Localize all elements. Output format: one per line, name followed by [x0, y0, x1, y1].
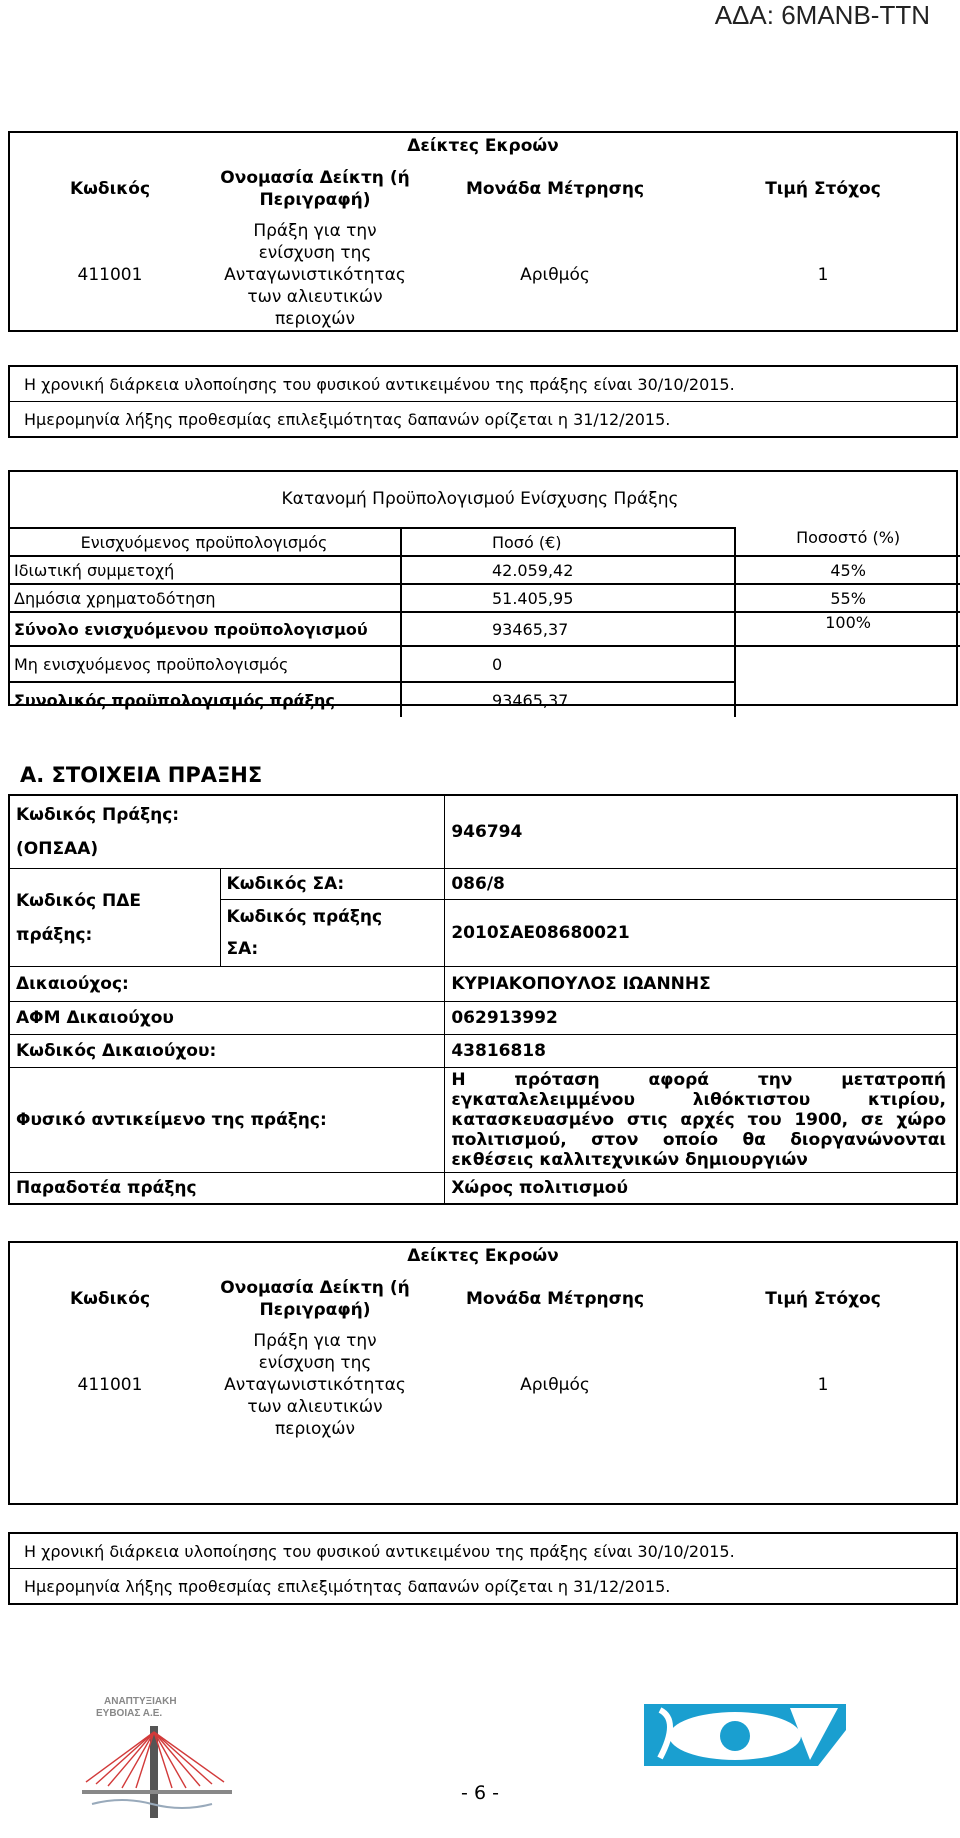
duration-note: Η χρονική διάρκεια υλοποίησης του φυσικού αντικειμένου της πράξης είναι 30/10/2015.	[9, 1533, 957, 1569]
col-unit: Μονάδα Μέτρησης	[465, 1289, 645, 1309]
col-target: Τιμή Στόχος	[765, 179, 881, 199]
sa-value: 086/8	[445, 869, 957, 900]
logo-text-line2: ΕΥΒΟΙΑΣ Α.Ε.	[96, 1708, 163, 1719]
beneficiary-label: Δικαιούχος:	[9, 967, 445, 1002]
duration-note: Η χρονική διάρκεια υλοποίησης του φυσικού αντικειμένου της πράξης είναι 30/10/2015.	[9, 366, 957, 402]
budget-header-label: Ενισχυόμενος προϋπολογισμός	[8, 528, 401, 556]
col-code: Κωδικός	[69, 1289, 151, 1309]
budget-subtotal-amount: 93465,37	[401, 612, 735, 646]
dates-note-bottom	[8, 1532, 958, 1605]
indicator-code: 411001	[77, 1375, 143, 1395]
budget-row-amount: 51.405,95	[401, 584, 735, 612]
beneficiary-code-value: 43816818	[445, 1035, 957, 1068]
dates-note-top	[8, 365, 958, 438]
col-name: Ονομασία Δείκτη (ή Περιγραφή)	[220, 168, 410, 210]
col-code: Κωδικός	[69, 179, 151, 199]
budget-nonsub-amount: 0	[401, 646, 735, 682]
indicators-title: Δείκτες Εκροών	[407, 135, 559, 156]
deliverables-label: Παραδοτέα πράξης	[9, 1173, 445, 1205]
budget-header-amount: Ποσό (€)	[401, 528, 735, 556]
indicator-target: 1	[817, 1375, 829, 1395]
beneficiary-code-label: Κωδικός Δικαιούχου:	[9, 1035, 445, 1068]
indicator-unit: Αριθμός	[520, 265, 590, 285]
col-name: Ονομασία Δείκτη (ή Περιγραφή)	[220, 1278, 410, 1320]
budget-total-label: Συνολικός προϋπολογισμός πράξης	[8, 682, 401, 717]
sa-project-label: Κωδικός πράξης ΣΑ:	[220, 900, 445, 967]
indicator-name: Πράξη για την ενίσχυση της Ανταγωνιστικότητας των αλιευτικών περιοχών	[224, 221, 406, 329]
indicators-table-top	[8, 131, 958, 332]
budget-row-label: Δημόσια χρηματοδότηση	[8, 584, 401, 612]
afm-value: 062913992	[445, 1002, 957, 1035]
logo-text-line1: ΑΝΑΠΤΥΞΙΑΚΗ	[104, 1696, 177, 1707]
indicator-target: 1	[817, 265, 829, 285]
deadline-note: Ημερομηνία λήξης προθεσμίας επιλεξιμότητας δαπανών ορίζεται η 31/12/2015.	[24, 409, 671, 429]
indicator-name: Πράξη για την ενίσχυση της Ανταγωνιστικότητας των αλιευτικών περιοχών	[224, 1331, 406, 1439]
sa-label: Κωδικός ΣΑ:	[220, 869, 445, 900]
physical-object-label: Φυσικό αντικείμενο της πράξης:	[9, 1068, 445, 1173]
opsaa-label: Κωδικός Πράξης: (ΟΠΣΑΑ)	[16, 805, 180, 859]
deadline-note: Ημερομηνία λήξης προθεσμίας επιλεξιμότητας δαπανών ορίζεται η 31/12/2015.	[24, 1576, 671, 1596]
anaptyxiaki-evias-logo	[82, 1692, 232, 1827]
eye-logo	[640, 1700, 850, 1775]
col-unit: Μονάδα Μέτρησης	[465, 179, 645, 199]
opsaa-value: 946794	[445, 795, 957, 869]
budget-subtotal-percent: 100%	[735, 612, 960, 646]
indicator-code: 411001	[77, 265, 143, 285]
budget-row-amount: 42.059,42	[401, 556, 735, 584]
budget-row-percent: 55%	[735, 584, 960, 612]
afm-label: ΑΦΜ Δικαιούχου	[9, 1002, 445, 1035]
indicator-unit: Αριθμός	[520, 1375, 590, 1395]
budget-total-amount: 93465,37	[401, 682, 735, 717]
project-details-table	[8, 794, 958, 1205]
pde-label: Κωδικός ΠΔΕ πράξης:	[9, 869, 220, 967]
ada-code: ΑΔΑ: 6ΜΑΝΒ-ΤΤΝ	[714, 0, 930, 30]
budget-subtotal-label: Σύνολο ενισχυόμενου προϋπολογισμού	[8, 612, 401, 646]
page-number: - 6 -	[461, 1782, 499, 1804]
budget-row-percent: 45%	[735, 556, 960, 584]
indicators-title: Δείκτες Εκροών	[407, 1245, 559, 1266]
deliverables-value: Χώρος πολιτισμού	[445, 1173, 957, 1205]
budget-row-label: Ιδιωτική συμμετοχή	[8, 556, 401, 584]
col-target: Τιμή Στόχος	[765, 1289, 881, 1309]
section-a-title: Α. ΣΤΟΙΧΕΙΑ ΠΡΑΞΗΣ	[20, 763, 263, 787]
physical-object-value: Η πρόταση αφορά την μετατροπή εγκαταλελειμμένου λιθόκτιστου κτιρίου, κατασκευασμένο στις αρχές του 1900, σε χώρο πολιτισμού, στον οποίο θα διοργανώνονται εκθέσεις καλλιτεχνικών δημιουργιών	[445, 1068, 957, 1173]
budget-nonsub-label: Μη ενισχυόμενος προϋπολογισμός	[8, 646, 401, 682]
sa-project-value: 2010ΣΑΕ08680021	[445, 900, 957, 967]
budget-table	[8, 527, 960, 717]
beneficiary-value: ΚΥΡΙΑΚΟΠΟΥΛΟΣ ΙΩΑΝΝΗΣ	[445, 967, 957, 1002]
budget-title: Κατανομή Προϋπολογισμού Ενίσχυσης Πράξης	[281, 489, 679, 509]
indicators-table-bottom	[8, 1241, 958, 1505]
budget-header-percent: Ποσοστό (%)	[796, 528, 901, 547]
